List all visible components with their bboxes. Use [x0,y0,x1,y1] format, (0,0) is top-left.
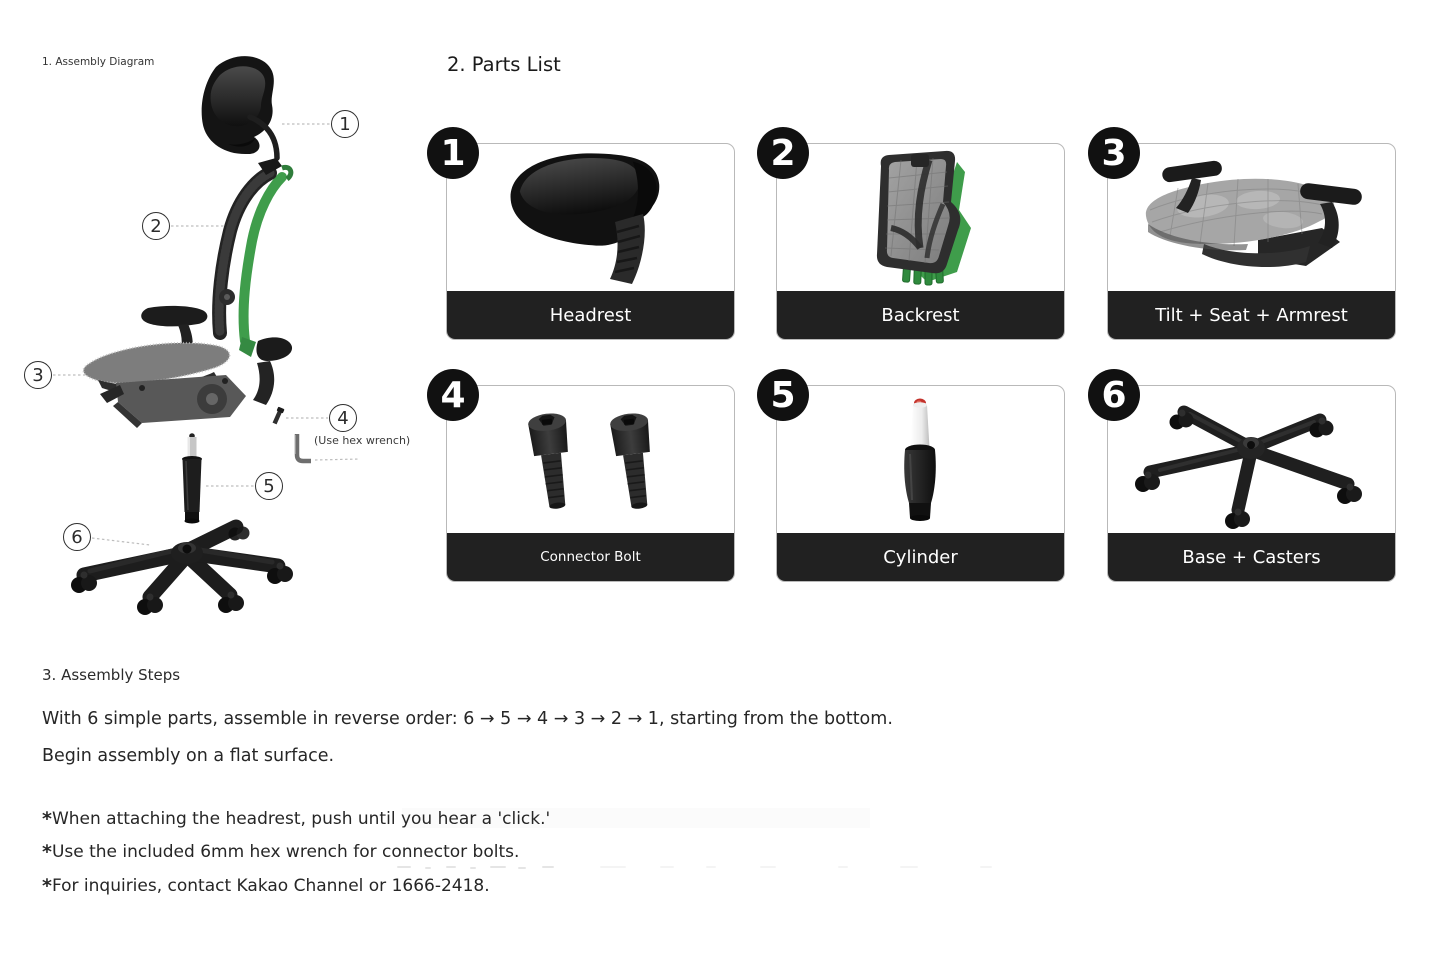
note-headrest-click [42,808,550,830]
cylinder-image [777,386,1064,535]
whiteout-artifact [518,867,526,869]
assembly-step-order: With 6 simple parts, assemble in reverse order: 6 → 5 → 4 → 3 → 2 → 1, starting from the bottom. [42,709,893,729]
part-number-badge [427,127,479,179]
diagram-callout-6 [63,523,91,551]
whiteout-artifact [660,866,674,868]
whiteout-artifact [706,866,716,868]
part-card-backrest [770,132,1065,340]
headrest-image [447,144,734,293]
whiteout-artifact [760,866,776,868]
note-text: Use the included 6mm hex wrench for connector bolts. [51,842,520,862]
backrest-image [777,144,1064,293]
note-hex-wrench [42,841,519,863]
callout-number: 1 [339,113,351,135]
diagram-callout-4 [329,404,357,432]
part-label: Backrest [777,291,1064,339]
note-text: For inquiries, contact Kakao Channel or 1666-2418. [51,876,490,896]
part-number-badge [1088,369,1140,421]
whiteout-artifact [446,866,456,868]
part-number-badge [1088,127,1140,179]
part-number: 3 [1101,132,1127,174]
whiteout-artifact [397,866,411,868]
note-text: When attaching the headrest, push until you hear a 'click.' [51,809,551,829]
part-number: 2 [770,132,796,174]
part-label: Headrest [447,291,734,339]
diagram-callout-3 [24,361,52,389]
base-casters-image [1108,386,1395,535]
whiteout-artifact [838,866,848,868]
note-bullet: * [42,808,52,830]
callout-number: 5 [263,475,275,497]
connector-bolt-image [447,386,734,535]
diagram-callout-2 [142,212,170,240]
part-card-base-casters [1101,374,1396,582]
part-label: Base + Casters [1108,533,1395,581]
part-number-badge [427,369,479,421]
assembly-diagram-title: 1. Assembly Diagram [42,56,155,68]
hex-wrench-note: (Use hex wrench) [314,434,411,447]
assembly-step-surface: Begin assembly on a flat surface. [42,746,335,766]
note-bullet: * [42,875,52,897]
part-card-tilt-seat-armrest [1101,132,1396,340]
part-number: 1 [440,132,466,174]
note-contact [42,875,490,897]
part-card-headrest [440,132,735,340]
note-bullet: * [42,841,52,863]
part-label: Tilt + Seat + Armrest [1108,291,1395,339]
whiteout-artifact [542,866,554,868]
whiteout-artifact [425,867,431,869]
whiteout-artifact [600,866,626,868]
part-card-connector-bolt [440,374,735,582]
part-label: Connector Bolt [447,533,734,581]
diagram-callout-5 [255,472,283,500]
diagram-callout-1 [331,110,359,138]
whiteout-artifact [980,866,992,868]
part-label: Cylinder [777,533,1064,581]
whiteout-artifact [490,866,506,868]
part-number: 6 [1101,374,1127,416]
parts-list-title: 2. Parts List [447,53,561,76]
part-number: 5 [770,374,796,416]
callout-number: 2 [150,215,162,237]
assembly-steps-title: 3. Assembly Steps [42,666,181,684]
whiteout-artifact [900,866,918,868]
callout-number: 3 [32,364,44,386]
part-number-badge [757,369,809,421]
tilt-seat-armrest-image [1108,144,1395,293]
part-number: 4 [440,374,466,416]
part-card-cylinder [770,374,1065,582]
assembly-diagram [20,45,420,625]
callout-number: 6 [71,526,83,548]
part-number-badge [757,127,809,179]
callout-number: 4 [337,407,349,429]
whiteout-artifact [470,867,476,869]
